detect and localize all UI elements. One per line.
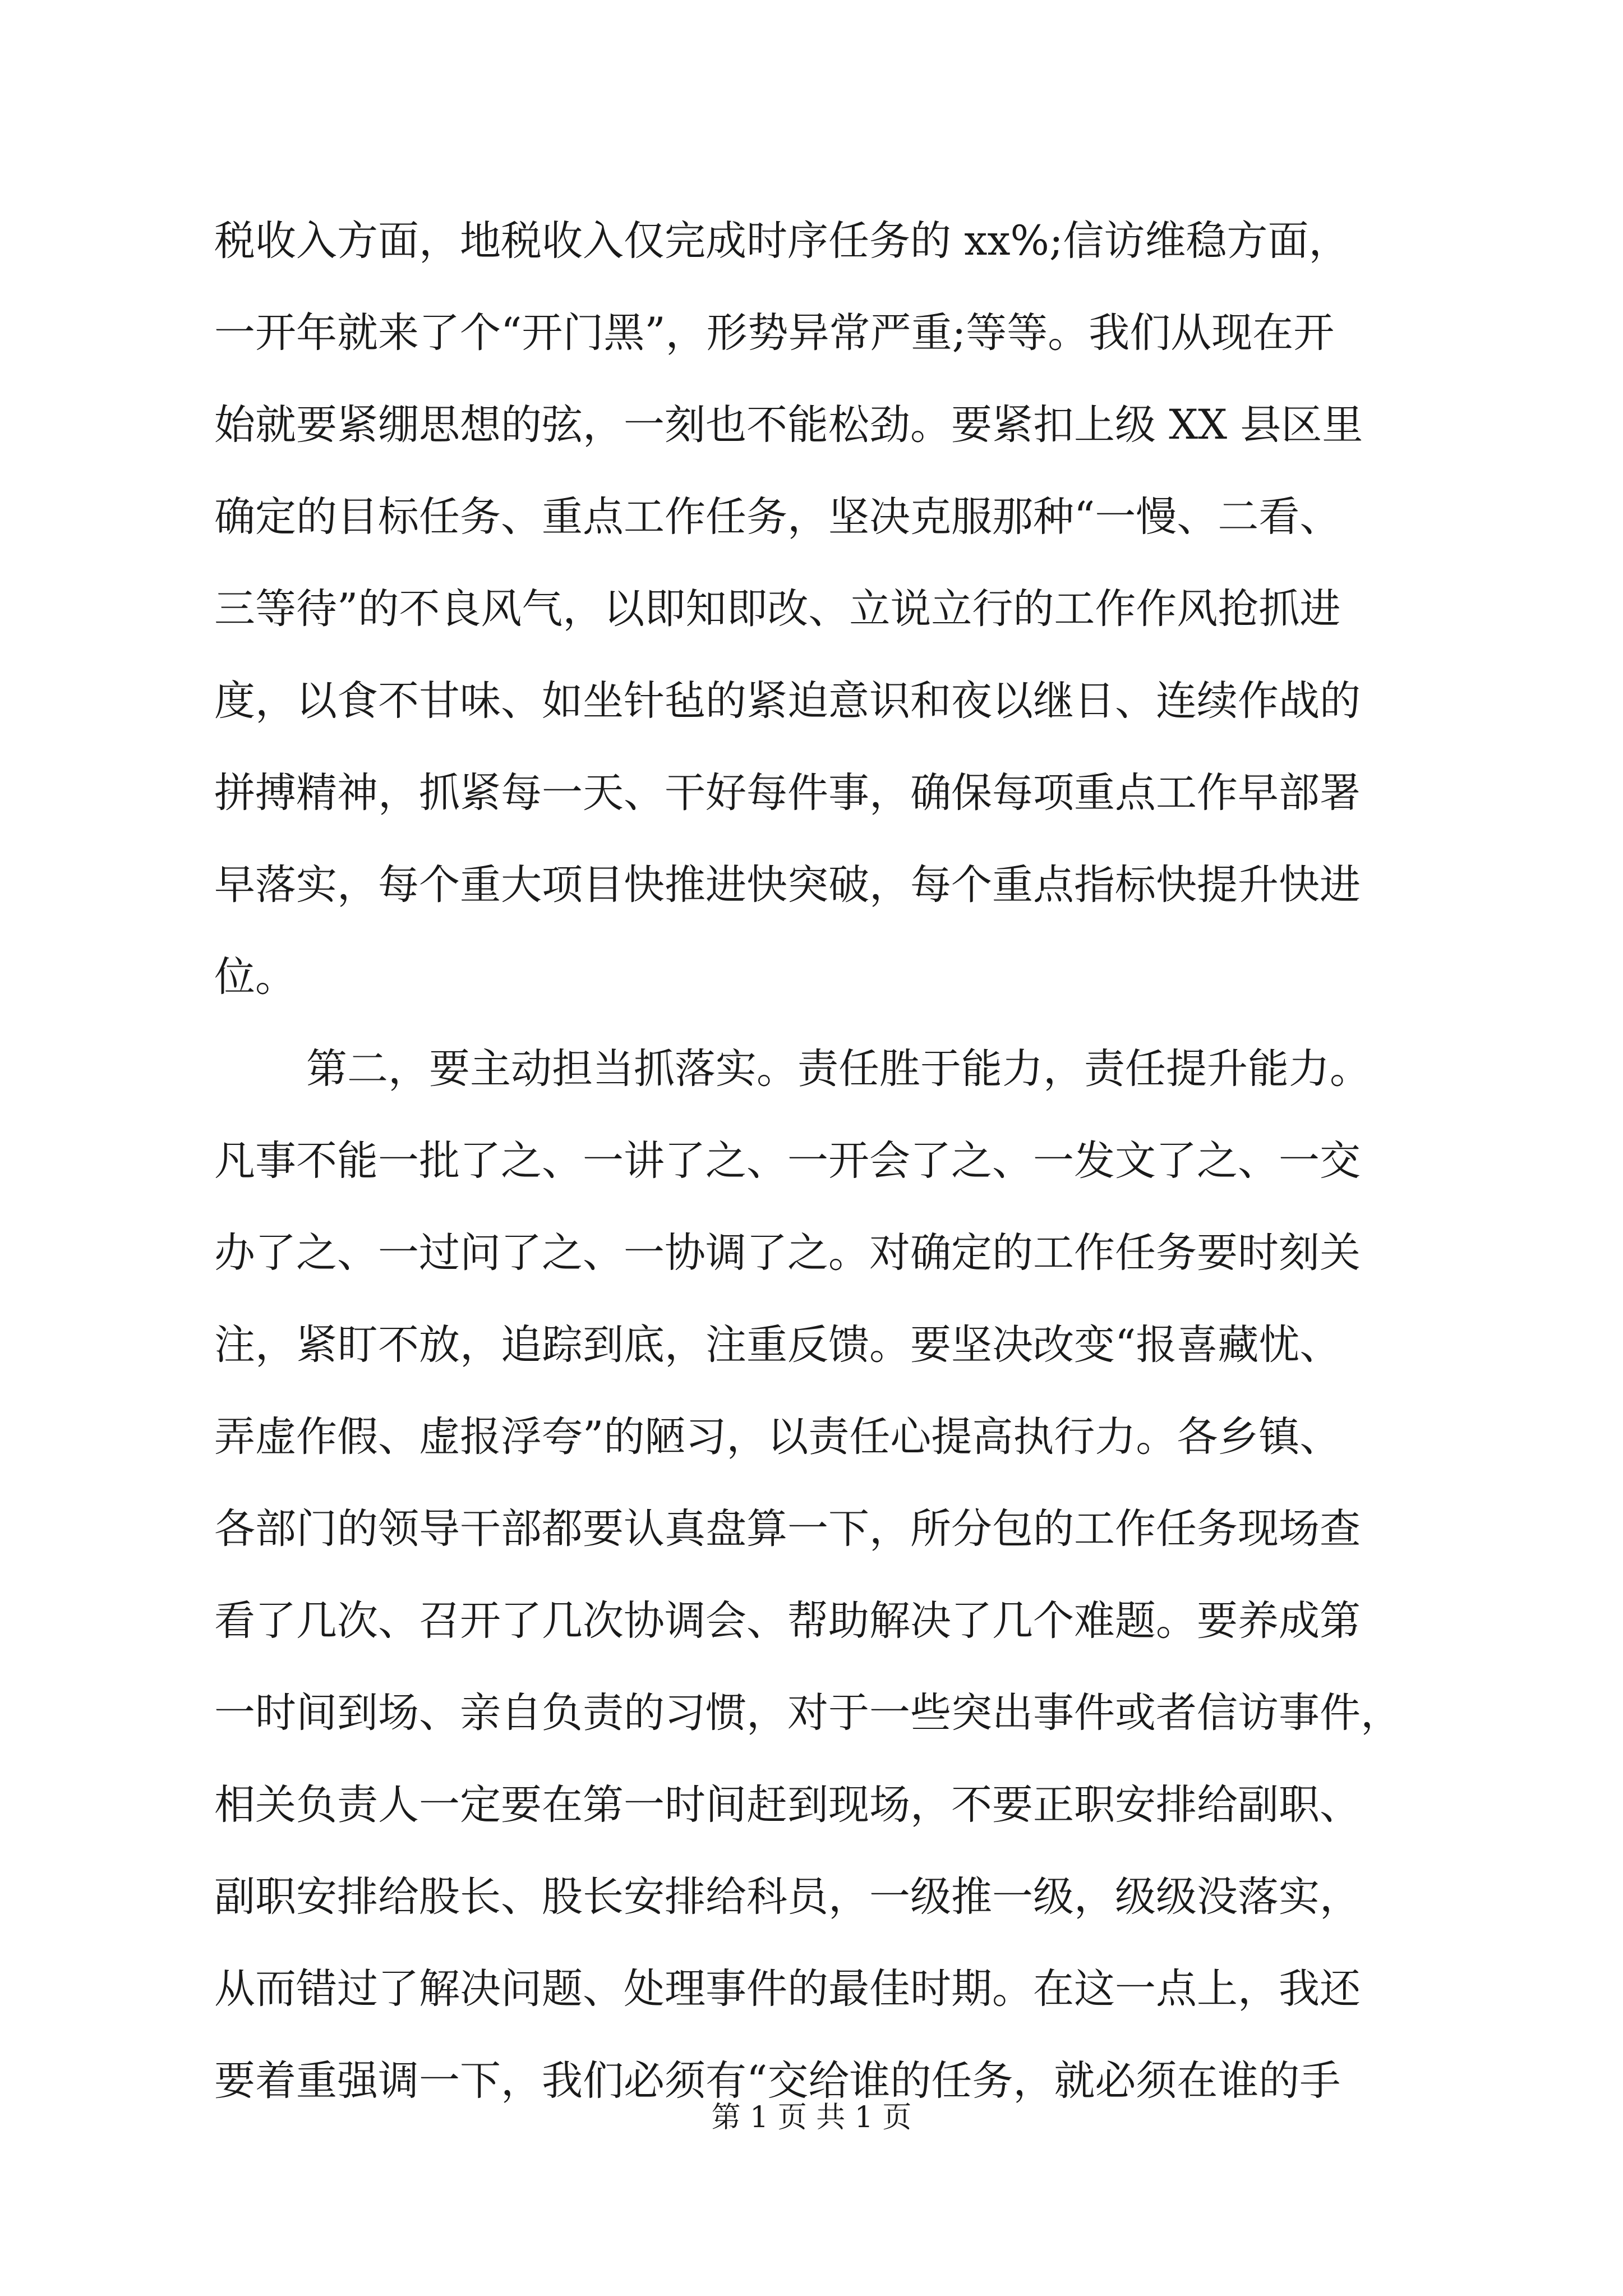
text-line: 度，以食不甘味、如坐针毡的紧迫意识和夜以继日、连续作战的 — [214, 677, 1361, 725]
text-line: 始就要紧绷思想的弦，一刻也不能松劲。要紧扣上级 XX 县区里 — [214, 401, 1363, 449]
text-line: 副职安排给股长、股长安排给科员，一级推一级，级级没落实， — [214, 1873, 1361, 1921]
text-line: 三等待”的不良风气，以即知即改、立说立行的工作作风抢抓进 — [214, 585, 1341, 633]
text-line: 看了几次、召开了几次协调会、帮助解决了几个难题。要养成第 — [214, 1597, 1361, 1645]
text-line: 弄虚作假、虚报浮夸”的陋习，以责任心提高执行力。各乡镇、 — [214, 1413, 1341, 1461]
text-line: 税收入方面，地税收入仅完成时序任务的 xx%;信访维稳方面， — [214, 217, 1350, 265]
text-line: 注，紧盯不放，追踪到底，注重反馈。要坚决改变“报喜藏忧、 — [214, 1321, 1341, 1369]
text-line: 从而错过了解决问题、处理事件的最佳时期。在这一点上，我还 — [214, 1965, 1361, 2013]
text-line: 位。 — [214, 953, 296, 1001]
text-line: 相关负责人一定要在第一时间赶到现场，不要正职安排给副职、 — [214, 1781, 1361, 1829]
text-line: 早落实，每个重大项目快推进快突破，每个重点指标快提升快进 — [214, 861, 1361, 909]
text-line: 一开年就来了个“开门黑”，形势异常严重;等等。我们从现在开 — [214, 309, 1335, 357]
text-line: 确定的目标任务、重点工作任务，坚决克服那种“一慢、二看、 — [214, 493, 1341, 541]
text-line: 办了之、一过问了之、一协调了之。对确定的工作任务要时刻关 — [214, 1229, 1361, 1277]
body-text — [214, 195, 1426, 2127]
page-footer: 第 1 页 共 1 页 — [711, 2101, 912, 2134]
text-line: 第二，要主动担当抓落实。责任胜于能力，责任提升能力。 — [306, 1045, 1371, 1093]
text-line: 凡事不能一批了之、一讲了之、一开会了之、一发文了之、一交 — [214, 1137, 1361, 1185]
text-line: 要着重强调一下，我们必须有“交给谁的任务，就必须在谁的手 — [214, 2057, 1341, 2105]
text-line: 一时间到场、亲自负责的习惯，对于一些突出事件或者信访事件， — [214, 1689, 1401, 1737]
text-line: 各部门的领导干部都要认真盘算一下，所分包的工作任务现场查 — [214, 1505, 1361, 1553]
text-line: 拼搏精神，抓紧每一天、干好每件事，确保每项重点工作早部署 — [214, 769, 1361, 817]
